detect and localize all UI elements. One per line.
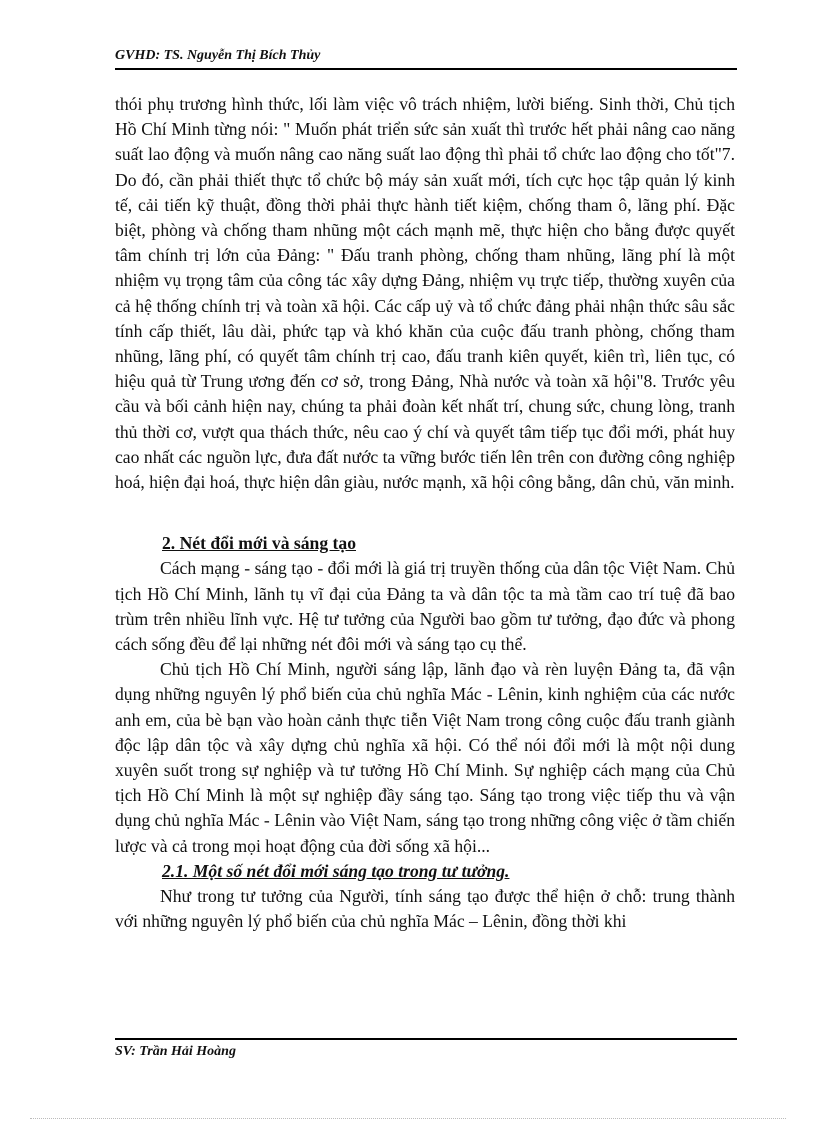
header-divider	[115, 68, 737, 70]
page-header: GVHD: TS. Nguyễn Thị Bích Thủy	[115, 48, 321, 63]
footer-divider	[115, 1038, 737, 1040]
section-gap	[115, 495, 735, 531]
paragraph-4: Như trong tư tưởng của Người, tính sáng tạo được thể hiện ở chỗ: trung thành với những nguyên lý phổ biến của chủ nghĩa Mác – Lênin, đồng thời khi	[115, 886, 735, 932]
section-heading-2: 2. Nét đổi mới và sáng tạo	[162, 533, 356, 554]
document-body	[115, 92, 735, 935]
paragraph-3: Chủ tịch Hồ Chí Minh, người sáng lập, lãnh đạo và rèn luyện Đảng ta, đã vận dụng những nguyên lý phổ biến của chủ nghĩa Mác - Lênin, kinh nghiệm của các nước anh em, của bè bạn vào hoàn cảnh thực tiễn Việt Nam trong công cuộc đấu tranh giành độc lập dân tộc và xây dựng chủ nghĩa xã hội. Có thể nói đổi mới là một nội dung xuyên suốt trong sự nghiệp và tư tưởng Hồ Chí Minh. Sự nghiệp cách mạng của Chủ tịch Hồ Chí Minh là một sự nghiệp đầy sáng tạo. Sáng tạo trong việc tiếp thu và vận dụng chủ nghĩa Mác - Lênin vào Việt Nam, sáng tạo trong những công việc ở tầm chiến lược và cả trong mọi hoạt động của đời sống xã hội...	[115, 659, 735, 856]
paragraph-1: thói phụ trương hình thức, lối làm việc vô trách nhiệm, lười biếng. Sinh thời, Chủ tịch Hồ Chí Minh từng nói: " Muốn phát triển sức sản xuất thì trước hết phải nâng cao năng suất lao động và muốn nâng cao năng suất lao động thì phải tổ chức lao động cho tốt"7. Do đó, cần phải thiết thực tổ chức bộ máy sản xuất mới, tích cực học tập quản lý kinh tế, cải tiến kỹ thuật, đồng thời phải thực hành tiết kiệm, chống tham ô, lãng phí. Đặc biệt, phòng và chống tham nhũng một cách mạnh mẽ, thực hiện cho bằng được quyết tâm chính trị lớn của Đảng: " Đấu tranh phòng, chống tham nhũng, lãng phí là một nhiệm vụ trọng tâm của công tác xây dựng Đảng, nhiệm vụ trực tiếp, thường xuyên của cả hệ thống chính trị và toàn xã hội. Các cấp uỷ và tổ chức đảng phải nhận thức sâu sắc tính cấp thiết, lâu dài, phức tạp và khó khăn của cuộc đấu tranh phòng, chống tham nhũng, lãng phí, có quyết tâm chính trị cao, đấu tranh kiên quyết, kiên trì, liên tục, có hiệu quả từ Trung ương đến cơ sở, trong Đảng, Nhà nước và toàn xã hội"8. Trước yêu cầu và bối cảnh hiện nay, chúng ta phải đoàn kết nhất trí, chung sức, chung lòng, tranh thủ thời cơ, vượt qua thách thức, nêu cao ý chí và quyết tâm tiếp tục đổi mới, phát huy cao nhất các nguồn lực, đưa đất nước ta vững bước tiến lên trên con đường công nghiệp hoá, hiện đại hoá, thực hiện dân giàu, nước mạnh, xã hội công bằng, dân chủ, văn minh.	[115, 94, 735, 493]
paragraph-2: Cách mạng - sáng tạo - đổi mới là giá trị truyền thống của dân tộc Việt Nam. Chủ tịch Hồ Chí Minh, lãnh tụ vĩ đại của Đảng ta và dân tộc ta mà tầm cao trí tuệ đã bao trùm trên nhiều lĩnh vực. Hệ tư tưởng của Người bao gồm tư tưởng, đạo đức và phong cách sống đều để lại những nét đôi mới và sáng tạo cụ thể.	[115, 558, 735, 655]
page-footer: SV: Trần Hải Hoàng	[115, 1044, 236, 1059]
page-bottom-dotted-line	[30, 1118, 786, 1119]
subsection-heading-2-1: 2.1. Một số nét đổi mới sáng tạo trong tư tưởng.	[162, 860, 510, 881]
